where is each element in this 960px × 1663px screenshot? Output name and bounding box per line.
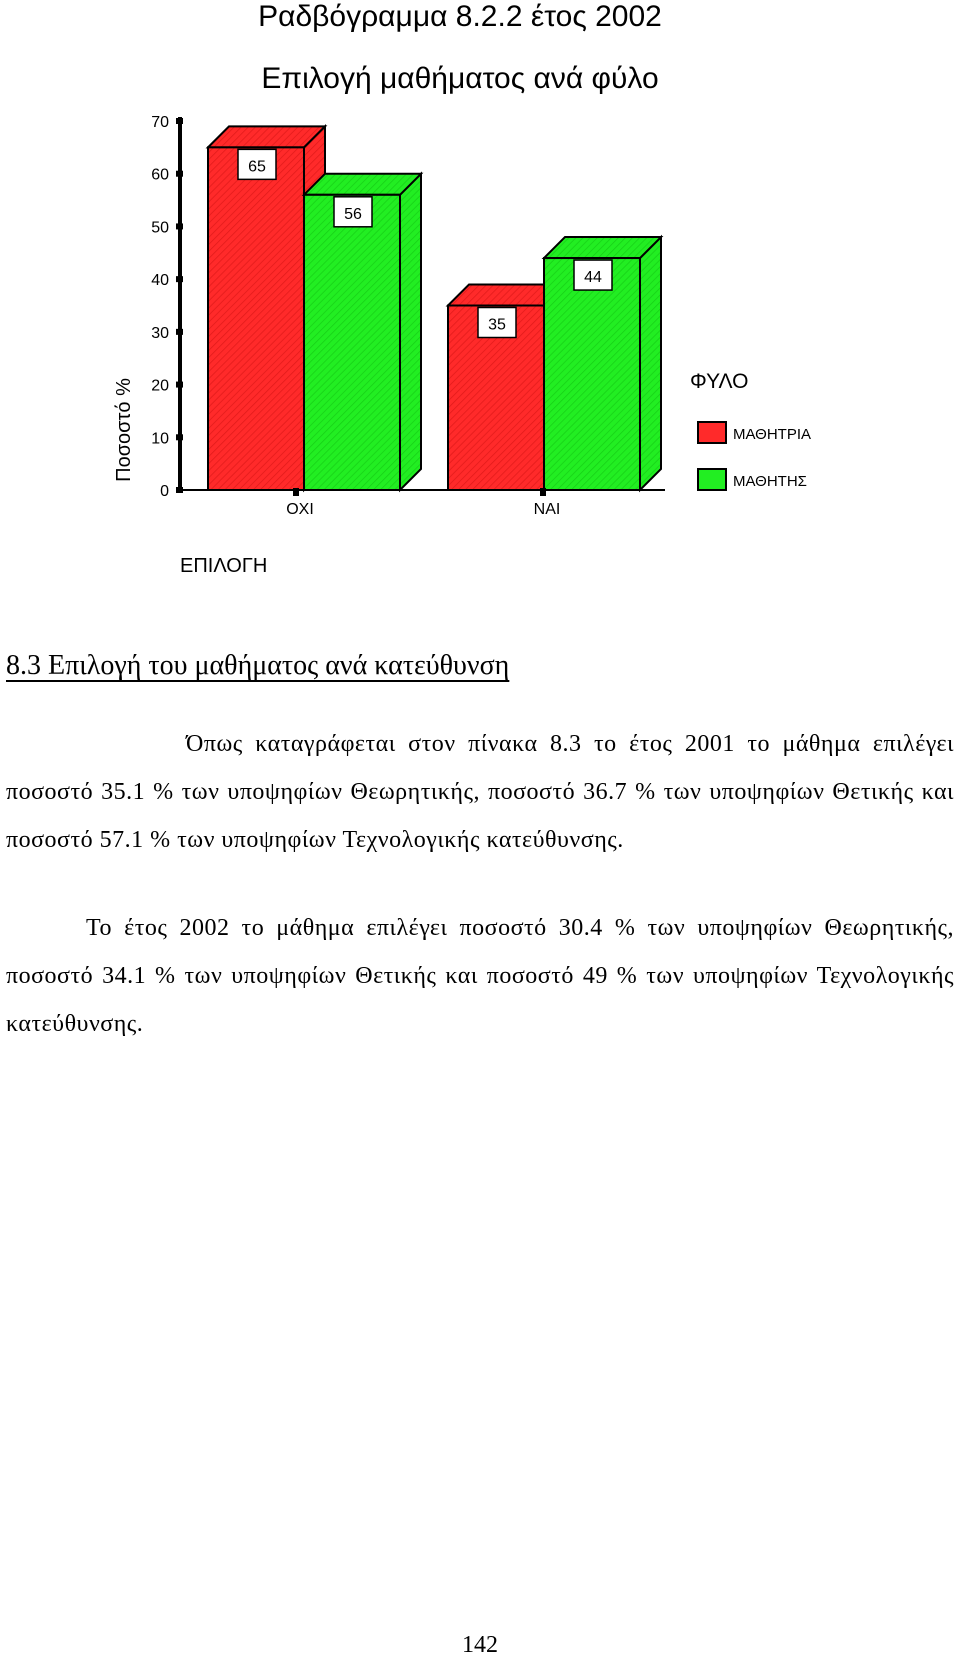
legend-swatch (698, 469, 726, 490)
bar (304, 195, 400, 490)
x-axis-label: ΕΠΙΛΟΓΗ (180, 555, 268, 577)
chart-subtitle: Επιλογή μαθήματος ανά φύλο (261, 62, 659, 95)
data-label: 44 (584, 269, 602, 287)
bar-top (304, 174, 421, 195)
legend-label: ΜΑΘΗΤΡΙΑ (733, 426, 812, 443)
legend-swatch (698, 422, 726, 443)
y-tick-label: 30 (151, 324, 169, 342)
data-label: 35 (488, 316, 506, 334)
y-tick-mark (176, 223, 183, 229)
section-heading: 8.3 Επιλογή του μαθήματος ανά κατεύθυνση (6, 650, 510, 681)
y-tick-mark (176, 329, 183, 335)
y-tick-mark (176, 171, 183, 177)
y-axis-label: Ποσοστό % (113, 378, 135, 482)
y-tick-mark (176, 434, 183, 440)
paragraph-2: Το έτος 2002 το μάθημα επιλέγει ποσοστό 30.4 % των υποψηφίων Θεωρητικής, ποσοστό 34.1 % των υποψηφίων Θετικής και ποσοστό 49 % των υποψηφίων Τεχνολογικής κατεύθυνσης. (6, 915, 954, 1037)
paragraph-1: Όπως καταγράφεται στον πίνακα 8.3 το έτος 2001 το μάθημα επιλέγει ποσοστό 35.1 % των υποψηφίων Θεωρητικής, ποσοστό 36.7 % των υποψηφίων Θετικής και ποσοστό 57.1 % των υποψηφίων Τεχνολογικής κατεύθυνσης. (6, 731, 954, 853)
x-tick-label: ΝΑΙ (533, 501, 561, 518)
y-tick-label: 10 (151, 430, 169, 448)
bar-side (640, 237, 661, 490)
bar (544, 258, 640, 490)
y-tick-label: 0 (160, 483, 169, 500)
y-tick-label: 60 (151, 166, 169, 184)
x-tick-label: ΟΧΙ (286, 501, 314, 518)
y-tick-label: 20 (151, 377, 169, 395)
data-label: 56 (344, 205, 362, 223)
chart-title: Ραδβόγραμμα 8.2.2 έτος 2002 (258, 0, 662, 33)
bar-top (208, 126, 325, 147)
y-tick-label: 40 (151, 272, 169, 290)
bar-side (400, 174, 421, 490)
bar (208, 147, 304, 490)
y-tick-mark (176, 382, 183, 388)
legend-label: ΜΑΘΗΤΗΣ (733, 473, 807, 490)
y-tick-mark (176, 118, 183, 124)
legend-title: ΦΥΛΟ (690, 370, 749, 393)
page-number: 142 (462, 1632, 498, 1658)
y-tick-label: 70 (151, 114, 169, 131)
data-label: 65 (248, 158, 266, 176)
x-tick-mark (293, 488, 299, 496)
x-tick-mark (540, 488, 546, 496)
bar-top (544, 237, 661, 258)
y-tick-mark (176, 276, 183, 282)
y-tick-label: 50 (151, 219, 169, 237)
bar-chart (0, 0, 960, 600)
